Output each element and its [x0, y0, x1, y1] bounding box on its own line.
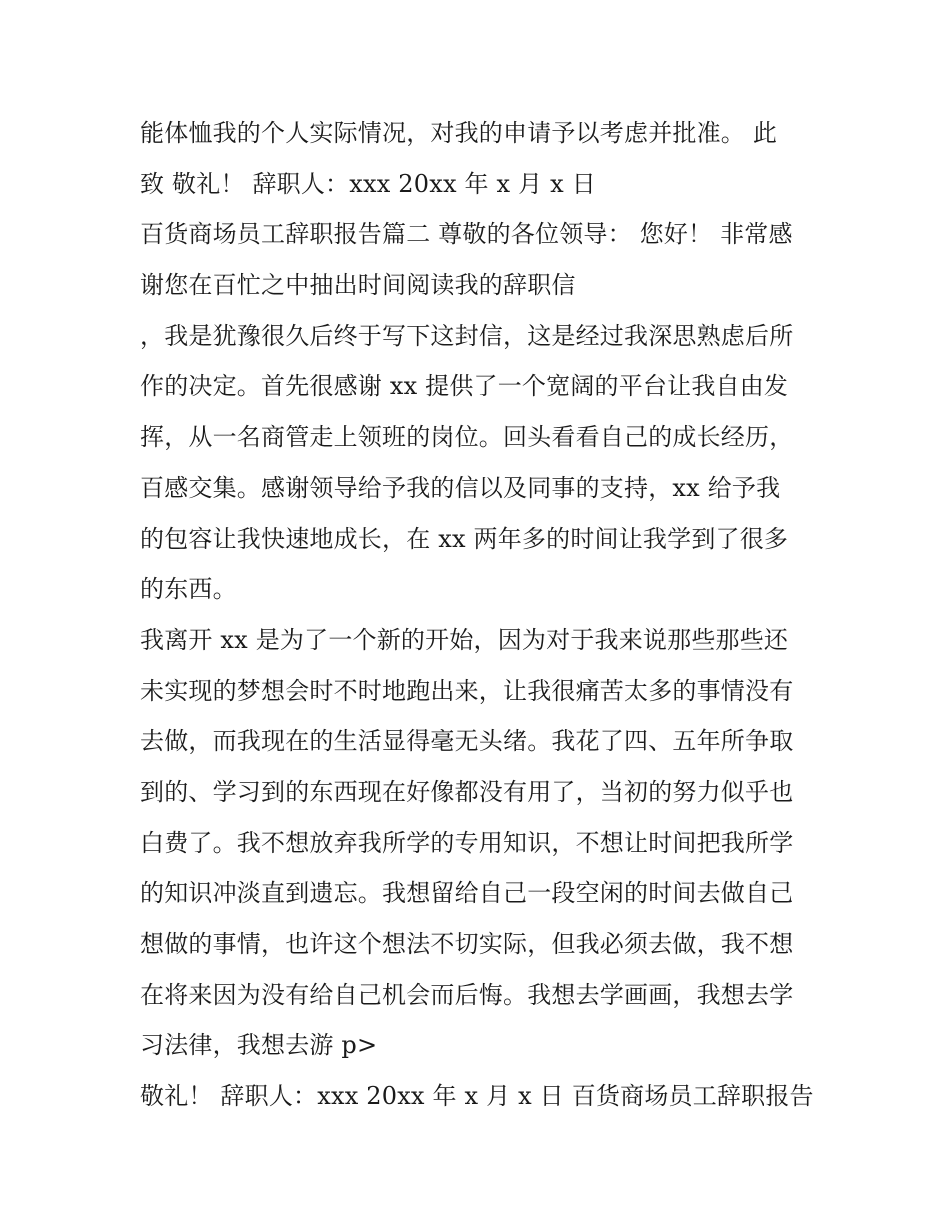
- text-line: 致 敬礼！ 辞职人：xxx 20xx 年 x 月 x 日: [140, 169, 596, 198]
- text-line: 白费了。我不想放弃我所学的专用知识，不想让时间把我所学: [140, 828, 794, 857]
- text-line: 谢您在百忙之中抽出时间阅读我的辞职信: [140, 271, 576, 300]
- text-line: 到的、学习到的东西现在好像都没有用了，当初的努力似乎也: [140, 777, 794, 806]
- text-line: 作的决定。首先很感谢 xx 提供了一个宽阔的平台让我自由发: [140, 372, 789, 401]
- text-line: 百货商场员工辞职报告篇二 尊敬的各位领导： 您好！ 非常感: [140, 220, 793, 249]
- text-line: 的包容让我快速地成长，在 xx 两年多的时间让我学到了很多: [140, 524, 789, 553]
- text-line: 的东西。: [140, 575, 237, 604]
- text-line: 去做，而我现在的生活显得毫无头绪。我花了四、五年所争取: [140, 727, 794, 756]
- text-line: ，我是犹豫很久后终于写下这封信，这是经过我深思熟虑后所: [140, 321, 794, 350]
- text-line: 未实现的梦想会时不时地跑出来，让我很痛苦太多的事情没有: [140, 676, 794, 705]
- text-line: 挥，从一名商管走上领班的岗位。回头看看自己的成长经历，: [140, 423, 794, 452]
- text-line: 百感交集。感谢领导给予我的信以及同事的支持，xx 给予我: [140, 473, 781, 502]
- text-line: 敬礼！ 辞职人：xxx 20xx 年 x 月 x 日 百货商场员工辞职报告: [140, 1082, 814, 1111]
- document-body: [140, 108, 830, 1122]
- text-line: 我离开 xx 是为了一个新的开始，因为对于我来说那些那些还: [140, 625, 789, 654]
- text-line: 的知识冲淡直到遗忘。我想留给自己一段空闲的时间去做自己: [140, 879, 794, 908]
- text-line: 在将来因为没有给自己机会而后悔。我想去学画画，我想去学: [140, 980, 794, 1009]
- text-line: 能体恤我的个人实际情况，对我的申请予以考虑并批准。 此: [140, 119, 778, 147]
- text-line: 习法律，我想去游 p>: [140, 1031, 378, 1060]
- text-line: 想做的事情，也许这个想法不切实际，但我必须去做，我不想: [140, 930, 794, 958]
